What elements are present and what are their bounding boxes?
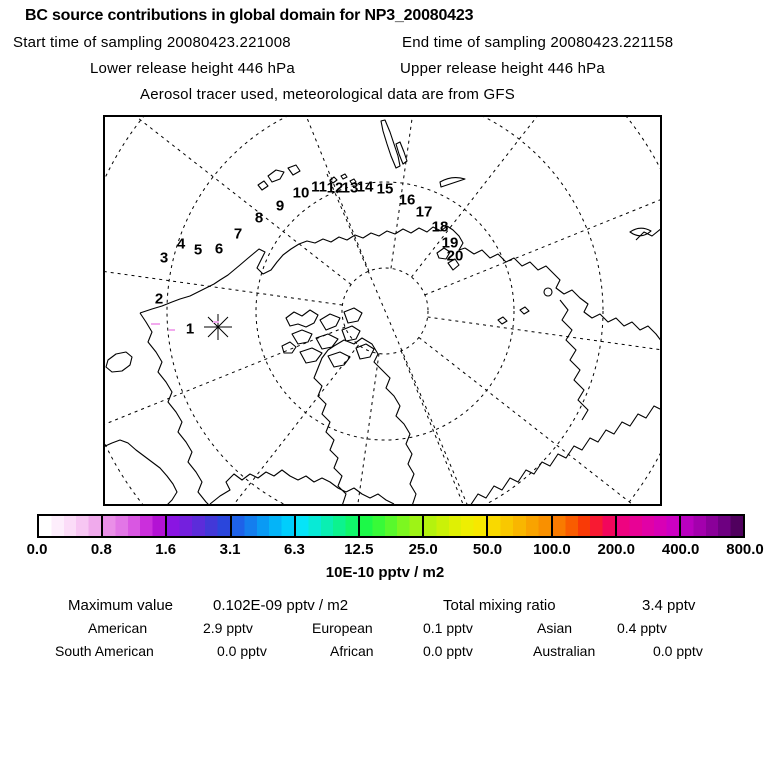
trajectory-point-label: 5 (193, 241, 203, 259)
trajectory-point-label: 2 (154, 290, 164, 308)
colorbar-tick-label: 1.6 (155, 541, 177, 558)
trajectory-point-label: 8 (254, 209, 264, 227)
region-label: American (88, 620, 148, 636)
total-mixing-ratio-label: Total mixing ratio (443, 597, 556, 614)
plume-speck (151, 323, 160, 325)
colorbar-segment (486, 516, 550, 536)
colorbar-segment (422, 516, 486, 536)
colorbar-segment (165, 516, 229, 536)
region-value: 2.9 pptv (203, 620, 253, 636)
trajectory-point-label: 17 (415, 203, 433, 221)
colorbar-segment (294, 516, 358, 536)
region-value: 0.1 pptv (423, 620, 473, 636)
colorbar-segment (615, 516, 679, 536)
trajectory-point-label: 12 (326, 179, 344, 197)
colorbar-tick-label: 200.0 (597, 541, 636, 558)
trajectory-point-label: 19 (441, 234, 459, 252)
map-canvas (105, 117, 660, 504)
colorbar-unit-label: 10E-10 pptv / m2 (325, 564, 445, 581)
region-value: 0.0 pptv (653, 643, 703, 659)
coastlines (105, 120, 660, 504)
colorbar-ticks (26, 541, 764, 559)
maximum-value-label: Maximum value (68, 597, 174, 614)
colorbar-segment (39, 516, 101, 536)
colorbar-tick-label: 3.1 (219, 541, 241, 558)
colorbar-tick-label: 400.0 (661, 541, 700, 558)
trajectory-point-label: 4 (176, 235, 186, 253)
plume-speck (169, 329, 175, 331)
colorbar (37, 514, 745, 538)
trajectory-point-label: 13 (341, 179, 359, 197)
colorbar-segment (101, 516, 165, 536)
plume-speck (213, 321, 219, 323)
tracer-note-text: Aerosol tracer used, meteorological data are from GFS (140, 86, 515, 103)
colorbar-tick-label: 0.8 (90, 541, 112, 558)
trajectory-point-label: 6 (214, 240, 224, 258)
station-asterisk-icon (204, 314, 232, 340)
trajectory-point-label: 16 (398, 191, 416, 209)
colorbar-tick-label: 800.0 (726, 541, 764, 558)
region-value: 0.4 pptv (617, 620, 667, 636)
trajectory-point-label: 14 (356, 178, 374, 196)
colorbar-segment (679, 516, 743, 536)
start-time-text: Start time of sampling 20080423.221008 (13, 34, 291, 51)
colorbar-tick-label: 0.0 (26, 541, 48, 558)
colorbar-tick-label: 100.0 (533, 541, 571, 558)
region-value: 0.0 pptv (423, 643, 473, 659)
colorbar-segment (551, 516, 615, 536)
colorbar-segment (230, 516, 294, 536)
trajectory-point-label: 18 (431, 218, 449, 236)
region-label: Asian (537, 620, 573, 636)
colorbar-tick-label: 50.0 (472, 541, 503, 558)
plot-title: BC source contributions in global domain for NP3_20080423 (25, 7, 474, 24)
trajectory-point-label: 11 (311, 178, 327, 196)
lower-release-text: Lower release height 446 hPa (90, 60, 295, 77)
colorbar-segment (358, 516, 422, 536)
colorbar-tick-label: 6.3 (284, 541, 305, 558)
trajectory-point-label: 15 (376, 180, 394, 198)
region-label: European (312, 620, 373, 636)
colorbar-tick-label: 12.5 (344, 541, 374, 558)
end-time-text: End time of sampling 20080423.221158 (402, 34, 674, 51)
polar-map (103, 115, 662, 506)
trajectory-point-label: 7 (233, 225, 243, 243)
trajectory-point-label: 1 (185, 320, 195, 338)
trajectory-point-label: 10 (292, 184, 310, 202)
region-label: Australian (533, 643, 596, 659)
region-value: 0.0 pptv (217, 643, 267, 659)
upper-release-text: Upper release height 446 hPa (400, 60, 605, 77)
colorbar-tick-label: 25.0 (408, 541, 438, 558)
region-label: African (330, 643, 374, 659)
region-label: South American (55, 643, 154, 659)
total-mixing-ratio-value: 3.4 pptv (642, 597, 696, 614)
trajectory-point-label: 3 (159, 249, 169, 267)
maximum-value: 0.102E-09 pptv / m2 (213, 597, 349, 614)
trajectory-point-label: 9 (275, 197, 285, 215)
trajectory-point-label: 20 (446, 247, 464, 265)
